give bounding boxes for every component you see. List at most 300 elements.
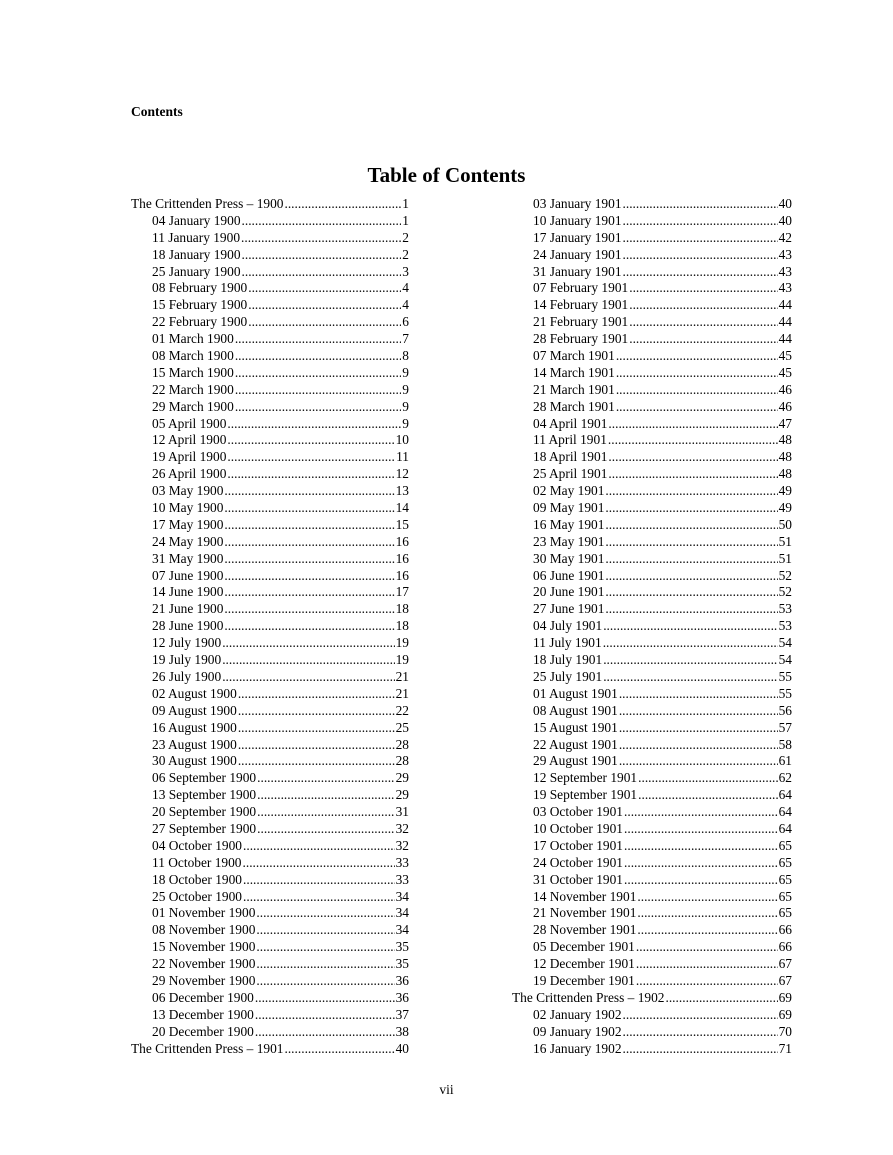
toc-entry-label: 03 October 1901 <box>533 804 623 820</box>
toc-entry-page: 40 <box>778 196 792 211</box>
toc-entry-label: 01 August 1901 <box>533 685 618 701</box>
toc-dot-leader <box>257 787 394 804</box>
toc-entry[interactable] <box>131 1024 409 1041</box>
toc-dot-leader <box>243 889 395 906</box>
toc-entry[interactable] <box>131 838 409 855</box>
toc-entry[interactable] <box>131 922 409 939</box>
toc-dot-leader <box>222 669 394 686</box>
toc-entry[interactable] <box>131 872 409 889</box>
toc-entry-page: 29 <box>395 770 409 786</box>
toc-entry[interactable] <box>512 500 792 517</box>
toc-entry[interactable] <box>512 939 792 956</box>
toc-entry[interactable] <box>512 956 792 973</box>
toc-dot-leader <box>616 399 778 416</box>
toc-dot-leader <box>235 382 401 399</box>
toc-dot-leader <box>235 399 401 416</box>
toc-entry[interactable] <box>131 956 409 973</box>
toc-entry-label: 16 January 1902 <box>533 1040 622 1056</box>
toc-entry-label: 25 January 1900 <box>152 263 241 279</box>
toc-entry-label: 11 October 1900 <box>152 854 242 870</box>
toc-dot-leader <box>248 314 401 331</box>
toc-entry-label: 01 March 1900 <box>152 331 234 347</box>
toc-entry[interactable] <box>512 449 792 466</box>
toc-dot-leader <box>224 551 394 568</box>
toc-entry[interactable] <box>512 737 792 754</box>
toc-dot-leader <box>623 1024 778 1041</box>
toc-entry-label: 31 May 1900 <box>152 550 224 566</box>
toc-entry-page: 35 <box>395 956 409 972</box>
toc-entry[interactable] <box>131 534 409 551</box>
toc-entry-page: 54 <box>778 652 792 668</box>
toc-entry[interactable] <box>131 787 409 804</box>
toc-dot-leader <box>608 432 778 449</box>
toc-section-entry[interactable] <box>131 196 409 213</box>
toc-entry[interactable] <box>131 686 409 703</box>
toc-dot-leader <box>623 247 778 264</box>
toc-section-entry[interactable] <box>512 990 792 1007</box>
toc-entry-label: 27 June 1901 <box>533 601 605 617</box>
toc-entry-page: 33 <box>395 854 409 870</box>
toc-entry-label: 21 June 1900 <box>152 601 224 617</box>
toc-entry-page: 28 <box>395 736 409 752</box>
toc-entry-page: 49 <box>778 483 792 499</box>
toc-entry[interactable] <box>512 348 792 365</box>
toc-entry-label: 11 April 1901 <box>533 432 607 448</box>
toc-entry[interactable] <box>131 382 409 399</box>
toc-entry[interactable] <box>512 466 792 483</box>
toc-entry-page: 40 <box>778 212 792 228</box>
toc-entry-label: 10 October 1901 <box>533 820 623 836</box>
toc-entry[interactable] <box>512 399 792 416</box>
toc-entry-label: 07 February 1901 <box>533 280 629 296</box>
page-number: vii <box>439 1082 454 1097</box>
toc-entry-label: 23 May 1901 <box>533 533 605 549</box>
toc-entry[interactable] <box>131 618 409 635</box>
toc-entry-label: 12 September 1901 <box>533 770 638 786</box>
toc-entry[interactable] <box>131 348 409 365</box>
toc-entry[interactable] <box>512 905 792 922</box>
toc-dot-leader <box>227 466 394 483</box>
toc-entry[interactable] <box>131 652 409 669</box>
toc-entry[interactable] <box>512 720 792 737</box>
toc-entry-page: 48 <box>778 466 792 482</box>
toc-entry-page: 46 <box>778 381 792 397</box>
toc-entry-page: 45 <box>778 348 792 364</box>
toc-entry[interactable] <box>512 855 792 872</box>
toc-entry-label: 22 February 1900 <box>152 314 248 330</box>
toc-entry-page: 11 <box>396 449 409 465</box>
toc-entry[interactable] <box>512 872 792 889</box>
toc-entry[interactable] <box>512 297 792 314</box>
toc-entry-label: 16 August 1900 <box>152 719 237 735</box>
toc-dot-leader <box>238 686 395 703</box>
toc-entry-label: 17 October 1901 <box>533 837 623 853</box>
toc-entry[interactable] <box>131 568 409 585</box>
toc-entry[interactable] <box>512 213 792 230</box>
toc-dot-leader <box>624 838 778 855</box>
toc-entry-page: 22 <box>395 702 409 718</box>
toc-entry[interactable] <box>131 720 409 737</box>
toc-entry-label: The Crittenden Press – 1901 <box>131 1040 284 1056</box>
toc-entry-label: The Crittenden Press – 1900 <box>131 196 284 211</box>
toc-entry[interactable] <box>131 449 409 466</box>
toc-entry-label: 14 February 1901 <box>533 297 629 313</box>
toc-entry-label: 24 January 1901 <box>533 246 622 262</box>
toc-dot-leader <box>637 922 777 939</box>
toc-dot-leader <box>623 213 778 230</box>
toc-entry-label: 26 April 1900 <box>152 466 227 482</box>
toc-entry-label: 22 March 1900 <box>152 381 234 397</box>
toc-entry-page: 29 <box>395 787 409 803</box>
toc-dot-leader <box>222 652 394 669</box>
toc-entry-page: 33 <box>395 871 409 887</box>
toc-entry-label: 28 June 1900 <box>152 618 224 634</box>
toc-dot-leader <box>224 483 394 500</box>
toc-entry-page: 15 <box>395 516 409 532</box>
toc-entry[interactable] <box>131 770 409 787</box>
toc-dot-leader <box>256 956 394 973</box>
toc-entry-page: 7 <box>402 331 409 347</box>
toc-entry[interactable] <box>512 280 792 297</box>
toc-entry-label: 28 November 1901 <box>533 922 637 938</box>
toc-entry[interactable] <box>131 889 409 906</box>
toc-dot-leader <box>623 1041 778 1058</box>
toc-entry-label: 20 June 1901 <box>533 584 605 600</box>
toc-entry-page: 66 <box>778 939 792 955</box>
toc-entry-label: 14 June 1900 <box>152 584 224 600</box>
toc-entry[interactable] <box>512 1024 792 1041</box>
toc-entry-page: 67 <box>778 956 792 972</box>
toc-entry-label: 20 December 1900 <box>152 1023 254 1039</box>
toc-entry-label: 29 August 1901 <box>533 753 618 769</box>
toc-entry-label: 21 February 1901 <box>533 314 629 330</box>
toc-dot-leader <box>256 973 394 990</box>
toc-entry-label: 08 March 1900 <box>152 348 234 364</box>
toc-section-entry[interactable] <box>131 1041 409 1058</box>
toc-entry[interactable] <box>512 787 792 804</box>
toc-entry-label: 15 August 1901 <box>533 719 618 735</box>
toc-entry-label: 31 January 1901 <box>533 263 622 279</box>
toc-entry-label: 04 January 1900 <box>152 212 241 228</box>
toc-entry[interactable] <box>131 990 409 1007</box>
toc-entry-page: 9 <box>402 381 409 397</box>
toc-column-left <box>131 196 409 1057</box>
toc-entry[interactable] <box>131 1007 409 1024</box>
toc-entry-page: 1 <box>402 212 409 228</box>
toc-entry-page: 62 <box>778 770 792 786</box>
toc-dot-leader <box>623 1007 778 1024</box>
toc-entry[interactable] <box>131 804 409 821</box>
toc-dot-leader <box>257 804 394 821</box>
toc-dot-leader <box>623 264 778 281</box>
toc-dot-leader <box>224 601 394 618</box>
toc-entry[interactable] <box>512 618 792 635</box>
toc-dot-leader <box>616 348 778 365</box>
toc-entry-label: 06 September 1900 <box>152 770 257 786</box>
toc-entry-label: 02 August 1900 <box>152 685 237 701</box>
toc-entry[interactable] <box>512 230 792 247</box>
toc-entry-page: 53 <box>778 618 792 634</box>
toc-entry[interactable] <box>131 669 409 686</box>
toc-dot-leader <box>238 737 395 754</box>
toc-entry[interactable] <box>512 669 792 686</box>
toc-dot-leader <box>224 584 394 601</box>
toc-dot-leader <box>224 568 394 585</box>
toc-dot-leader <box>636 939 778 956</box>
toc-entry-page: 36 <box>395 972 409 988</box>
toc-entry-label: 14 November 1901 <box>533 888 637 904</box>
toc-entry[interactable] <box>131 601 409 618</box>
toc-entry-page: 48 <box>778 432 792 448</box>
toc-entry-label: 02 May 1901 <box>533 483 605 499</box>
toc-dot-leader <box>605 483 777 500</box>
toc-entry-label: 07 March 1901 <box>533 348 615 364</box>
toc-entry-page: 51 <box>778 533 792 549</box>
toc-entry-page: 35 <box>395 939 409 955</box>
toc-entry[interactable] <box>131 517 409 534</box>
toc-entry-page: 43 <box>778 246 792 262</box>
toc-entry-page: 19 <box>395 635 409 651</box>
toc-dot-leader <box>619 720 778 737</box>
toc-dot-leader <box>616 382 778 399</box>
toc-entry-page: 28 <box>395 753 409 769</box>
toc-entry[interactable] <box>512 889 792 906</box>
toc-entry-page: 40 <box>395 1040 409 1056</box>
toc-entry[interactable] <box>512 821 792 838</box>
toc-dot-leader <box>624 872 778 889</box>
toc-entry-page: 1 <box>402 196 409 211</box>
toc-entry[interactable] <box>131 247 409 264</box>
toc-entry-label: 15 March 1900 <box>152 364 234 380</box>
toc-entry-label: 02 January 1902 <box>533 1006 622 1022</box>
toc-dot-leader <box>256 905 394 922</box>
toc-dot-leader <box>284 1041 394 1058</box>
toc-entry[interactable] <box>512 753 792 770</box>
toc-entry[interactable] <box>512 517 792 534</box>
running-header: Contents <box>131 104 183 119</box>
toc-dot-leader <box>243 872 395 889</box>
toc-dot-leader <box>224 534 394 551</box>
toc-dot-leader <box>629 331 777 348</box>
toc-dot-leader <box>235 331 401 348</box>
toc-entry-page: 52 <box>778 584 792 600</box>
toc-entry-page: 21 <box>395 668 409 684</box>
toc-entry[interactable] <box>131 905 409 922</box>
toc-dot-leader <box>222 635 394 652</box>
toc-entry-page: 4 <box>402 280 409 296</box>
toc-entry[interactable] <box>512 838 792 855</box>
toc-dot-leader <box>242 213 402 230</box>
toc-entry-page: 36 <box>395 989 409 1005</box>
toc-entry[interactable] <box>131 213 409 230</box>
toc-entry-label: 21 March 1901 <box>533 381 615 397</box>
toc-entry[interactable] <box>131 483 409 500</box>
toc-dot-leader <box>248 297 401 314</box>
toc-entry[interactable] <box>512 770 792 787</box>
toc-entry-label: 04 July 1901 <box>533 618 603 634</box>
toc-entry-page: 44 <box>778 297 792 313</box>
toc-dot-leader <box>256 939 394 956</box>
toc-entry-label: 31 October 1901 <box>533 871 623 887</box>
toc-dot-leader <box>224 517 394 534</box>
toc-dot-leader <box>629 297 777 314</box>
toc-entry[interactable] <box>512 1041 792 1058</box>
toc-entry[interactable] <box>512 331 792 348</box>
toc-entry-page: 43 <box>778 280 792 296</box>
toc-entry-label: 18 October 1900 <box>152 871 242 887</box>
toc-entry[interactable] <box>512 264 792 281</box>
toc-dot-leader <box>616 365 778 382</box>
toc-dot-leader <box>619 753 778 770</box>
toc-entry[interactable] <box>512 652 792 669</box>
toc-entry[interactable] <box>131 737 409 754</box>
toc-entry[interactable] <box>512 483 792 500</box>
toc-entry[interactable] <box>131 500 409 517</box>
toc-entry-label: 19 December 1901 <box>533 972 635 988</box>
toc-entry-label: 18 July 1901 <box>533 652 603 668</box>
toc-dot-leader <box>603 652 777 669</box>
toc-entry-label: 19 July 1900 <box>152 652 222 668</box>
toc-entry-label: 12 July 1900 <box>152 635 222 651</box>
toc-entry[interactable] <box>512 686 792 703</box>
toc-entry-page: 2 <box>402 229 409 245</box>
toc-entry[interactable] <box>131 331 409 348</box>
toc-entry-label: 29 March 1900 <box>152 398 234 414</box>
toc-entry[interactable] <box>131 297 409 314</box>
toc-dot-leader <box>248 280 401 297</box>
toc-dot-leader <box>638 787 777 804</box>
toc-dot-leader <box>605 568 777 585</box>
toc-entry[interactable] <box>512 416 792 433</box>
toc-entry[interactable] <box>512 196 792 213</box>
toc-entry[interactable] <box>131 280 409 297</box>
toc-dot-leader <box>255 1007 395 1024</box>
toc-entry-label: 04 April 1901 <box>533 415 608 431</box>
toc-entry-label: 24 May 1900 <box>152 533 224 549</box>
toc-entry-label: 06 June 1901 <box>533 567 605 583</box>
toc-entry-page: 64 <box>778 820 792 836</box>
toc-entry[interactable] <box>512 804 792 821</box>
toc-entry[interactable] <box>131 399 409 416</box>
toc-dot-leader <box>255 1024 395 1041</box>
toc-entry-label: 18 January 1900 <box>152 246 241 262</box>
toc-entry[interactable] <box>512 534 792 551</box>
toc-dot-leader <box>242 264 402 281</box>
toc-entry-label: 10 May 1900 <box>152 500 224 516</box>
toc-dot-leader <box>619 737 778 754</box>
toc-dot-leader <box>605 500 777 517</box>
toc-dot-leader <box>619 686 778 703</box>
toc-entry[interactable] <box>131 635 409 652</box>
toc-entry[interactable] <box>131 939 409 956</box>
toc-entry-page: 3 <box>402 263 409 279</box>
toc-entry-page: 9 <box>402 364 409 380</box>
toc-entry-label: 08 August 1901 <box>533 702 618 718</box>
toc-entry[interactable] <box>512 247 792 264</box>
toc-entry[interactable] <box>131 365 409 382</box>
toc-entry[interactable] <box>131 821 409 838</box>
toc-dot-leader <box>255 990 395 1007</box>
toc-entry[interactable] <box>131 703 409 720</box>
toc-entry[interactable] <box>131 584 409 601</box>
toc-dot-leader <box>637 889 777 906</box>
toc-entry[interactable] <box>131 466 409 483</box>
toc-entry-label: 19 April 1900 <box>152 449 227 465</box>
toc-entry-page: 64 <box>778 787 792 803</box>
toc-entry-page: 16 <box>395 550 409 566</box>
toc-entry[interactable] <box>131 230 409 247</box>
toc-dot-leader <box>603 669 777 686</box>
toc-entry-page: 55 <box>778 685 792 701</box>
toc-dot-leader <box>624 804 778 821</box>
toc-entry-page: 47 <box>778 415 792 431</box>
toc-dot-leader <box>235 365 401 382</box>
toc-entry[interactable] <box>512 365 792 382</box>
toc-entry-page: 10 <box>395 432 409 448</box>
toc-entry[interactable] <box>131 314 409 331</box>
toc-dot-leader <box>243 855 395 872</box>
toc-entry[interactable] <box>131 753 409 770</box>
toc-entry-page: 9 <box>402 398 409 414</box>
toc-entry[interactable] <box>131 264 409 281</box>
toc-entry[interactable] <box>512 703 792 720</box>
toc-entry-label: 22 November 1900 <box>152 956 256 972</box>
toc-dot-leader <box>224 618 394 635</box>
toc-entry[interactable] <box>512 551 792 568</box>
toc-entry[interactable] <box>512 314 792 331</box>
toc-entry-label: 15 February 1900 <box>152 297 248 313</box>
toc-entry-page: 19 <box>395 652 409 668</box>
toc-entry[interactable] <box>512 635 792 652</box>
toc-dot-leader <box>619 703 778 720</box>
toc-entry-label: 27 September 1900 <box>152 820 257 836</box>
toc-entry-page: 48 <box>778 449 792 465</box>
toc-entry[interactable] <box>512 922 792 939</box>
toc-dot-leader <box>637 905 777 922</box>
toc-entry-page: 12 <box>395 466 409 482</box>
toc-dot-leader <box>605 601 777 618</box>
toc-entry-page: 2 <box>402 246 409 262</box>
toc-entry-page: 18 <box>395 601 409 617</box>
toc-entry[interactable] <box>512 973 792 990</box>
toc-entry-page: 49 <box>778 500 792 516</box>
toc-dot-leader <box>257 821 394 838</box>
toc-entry-label: 06 December 1900 <box>152 989 254 1005</box>
toc-entry-page: 69 <box>778 989 792 1005</box>
toc-entry-page: 61 <box>778 753 792 769</box>
toc-entry-label: 17 May 1900 <box>152 516 224 532</box>
toc-entry[interactable] <box>512 568 792 585</box>
toc-entry-label: 24 October 1901 <box>533 854 623 870</box>
toc-entry[interactable] <box>512 432 792 449</box>
toc-entry[interactable] <box>131 855 409 872</box>
toc-entry-label: 03 May 1900 <box>152 483 224 499</box>
toc-dot-leader <box>623 230 778 247</box>
toc-entry[interactable] <box>512 584 792 601</box>
toc-entry-page: 65 <box>778 888 792 904</box>
toc-entry[interactable] <box>512 601 792 618</box>
toc-dot-leader <box>629 314 777 331</box>
toc-entry-page: 45 <box>778 364 792 380</box>
toc-entry-label: 20 September 1900 <box>152 804 257 820</box>
toc-entry-label: 09 January 1902 <box>533 1023 622 1039</box>
toc-entry[interactable] <box>131 551 409 568</box>
toc-entry[interactable] <box>131 973 409 990</box>
toc-entry[interactable] <box>131 432 409 449</box>
toc-entry[interactable] <box>131 416 409 433</box>
toc-entry[interactable] <box>512 382 792 399</box>
toc-entry[interactable] <box>512 1007 792 1024</box>
